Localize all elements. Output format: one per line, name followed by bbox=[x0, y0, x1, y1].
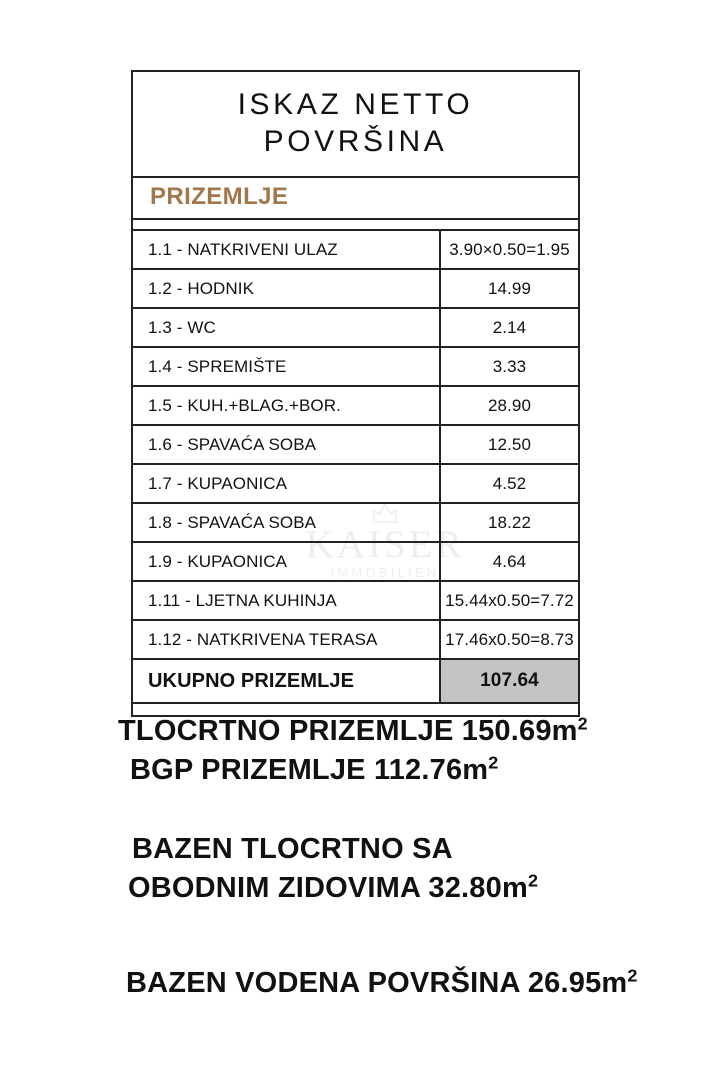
room-area: 2.14 bbox=[440, 308, 578, 347]
summary-line-1-text: TLOCRTNO PRIZEMLJE 150.69m bbox=[118, 715, 578, 747]
total-row bbox=[133, 659, 578, 703]
room-name: 1.8 - SPAVAĆA SOBA bbox=[133, 503, 440, 542]
room-area: 4.64 bbox=[440, 542, 578, 581]
total-label: UKUPNO PRIZEMLJE bbox=[133, 659, 440, 703]
table-row bbox=[133, 386, 578, 425]
summary-line-4-text: OBODNIM ZIDOVIMA 32.80m bbox=[128, 871, 528, 904]
table-spacer-row bbox=[133, 220, 578, 231]
room-name: 1.1 - NATKRIVENI ULAZ bbox=[133, 231, 440, 269]
room-area: 15.44x0.50=7.72 bbox=[440, 581, 578, 620]
room-name: 1.2 - HODNIK bbox=[133, 269, 440, 308]
watermark-subtitle: IMMOBILIEN bbox=[330, 564, 440, 580]
table-row bbox=[133, 231, 578, 269]
area-rows-table bbox=[133, 231, 578, 715]
room-name: 1.6 - SPAVAĆA SOBA bbox=[133, 425, 440, 464]
table-title bbox=[133, 72, 578, 178]
summary-line-5-superscript: 2 bbox=[627, 965, 638, 986]
room-name: 1.11 - LJETNA KUHINJA bbox=[133, 581, 440, 620]
table-title-line-1: ISKAZ NETTO bbox=[237, 88, 474, 121]
summary-group-bazen-tlocrtno bbox=[0, 830, 710, 908]
summary-line-4-superscript: 2 bbox=[527, 869, 539, 890]
table-row bbox=[133, 542, 578, 581]
room-area: 14.99 bbox=[440, 269, 578, 308]
summary-line-obodnim-zidovima bbox=[128, 869, 710, 908]
table-row bbox=[133, 425, 578, 464]
room-name: 1.12 - NATKRIVENA TERASA bbox=[133, 620, 440, 659]
room-name: 1.7 - KUPAONICA bbox=[133, 464, 440, 503]
table-row bbox=[133, 620, 578, 659]
table-row bbox=[133, 464, 578, 503]
room-name: 1.9 - KUPAONICA bbox=[133, 542, 440, 581]
table-row bbox=[133, 581, 578, 620]
area-rows-body bbox=[133, 231, 578, 715]
summary-line-bazen-tlocrtno: BAZEN TLOCRTNO SA bbox=[132, 832, 453, 865]
room-area: 28.90 bbox=[440, 386, 578, 425]
room-name: 1.4 - SPREMIŠTE bbox=[133, 347, 440, 386]
watermark-word: KAISER bbox=[305, 522, 465, 566]
net-area-table bbox=[131, 70, 580, 717]
room-name: 1.5 - KUH.+BLAG.+BOR. bbox=[133, 386, 440, 425]
room-area: 3.33 bbox=[440, 347, 578, 386]
summary-line-bazen-vodena-povrsina bbox=[126, 964, 710, 1003]
summary-block bbox=[0, 712, 710, 1003]
summary-line-1-superscript: 2 bbox=[577, 713, 588, 734]
room-area: 12.50 bbox=[440, 425, 578, 464]
room-area: 17.46x0.50=8.73 bbox=[440, 620, 578, 659]
section-header-label: PRIZEMLJE bbox=[150, 183, 289, 211]
room-area: 4.52 bbox=[440, 464, 578, 503]
table-row bbox=[133, 347, 578, 386]
table-row bbox=[133, 269, 578, 308]
table-title-line-2: POVRŠINA bbox=[263, 125, 448, 159]
total-value: 107.64 bbox=[440, 659, 578, 703]
room-area: 3.90×0.50=1.95 bbox=[440, 231, 578, 269]
summary-group-bazen-vodena bbox=[0, 964, 710, 1003]
summary-line-2-text: BGP PRIZEMLJE 112.76m bbox=[130, 753, 489, 786]
room-name: 1.3 - WC bbox=[133, 308, 440, 347]
summary-line-2-superscript: 2 bbox=[488, 752, 499, 773]
table-row bbox=[133, 503, 578, 542]
summary-line-tlocrtno-prizemlje bbox=[118, 712, 710, 751]
summary-line-5-text: BAZEN VODENA POVRŠINA 26.95m bbox=[126, 967, 628, 1000]
room-area: 18.22 bbox=[440, 503, 578, 542]
table-row bbox=[133, 308, 578, 347]
summary-line-bgp-prizemlje bbox=[130, 751, 710, 790]
section-header-prizemlje bbox=[133, 178, 578, 220]
